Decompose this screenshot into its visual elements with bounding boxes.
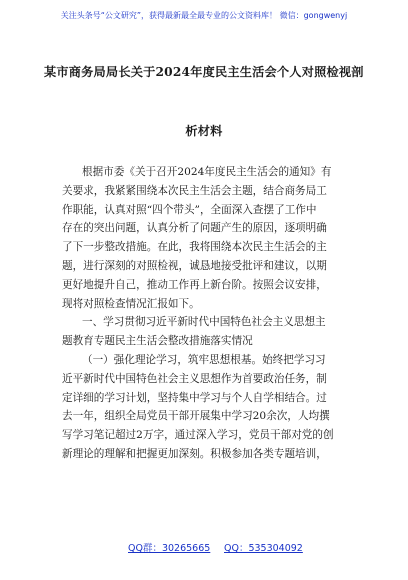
body-line: 关要求，我紧紧围绕本次民主生活会主题，结合商务局工 xyxy=(62,184,327,197)
body-line: 作职能，认真对照“四个带头”，全面深入查摆了工作中 xyxy=(62,203,317,216)
body-line: 新理论的理解和把握更加深刻。积极参加各类专题培训， xyxy=(62,447,327,460)
section-heading-line: 一、学习贯彻习近平新时代中国特色社会主义思想主 xyxy=(82,316,326,329)
qq-contact-link[interactable]: QQ：535304092 xyxy=(224,543,303,554)
body-line: 去一年，组织全局党员干部开展集中学习20余次，人均撰 xyxy=(62,410,330,423)
body-line: （一）强化理论学习，筑牢思想根基。始终把学习习 xyxy=(82,353,326,366)
qq-group-link[interactable]: QQ群：30265665 xyxy=(128,543,211,554)
body-line: 了下一步整改措施。在此，我将围绕本次民主生活会的主 xyxy=(62,241,327,254)
body-line: 题，进行深刻的对照检视，诚恳地接受批评和建议，以期 xyxy=(62,259,327,272)
document-title-line-1: 某市商务局局长关于2024年度民主生活会个人对照检视剖 xyxy=(44,65,364,79)
promo-banner: 关注头条号“公文研究”，获得最新最全最专业的公文资料库！ 微信：gongwenyj xyxy=(60,11,348,20)
body-line: 更好地提升自己，推动工作再上新台阶。按照会议安排， xyxy=(62,278,327,291)
document-title-line-2: 析材料 xyxy=(185,124,223,138)
body-line: 近平新时代中国特色社会主义思想作为首要政治任务，制 xyxy=(62,372,327,385)
body-line: 根据市委《关于召开2024年度民主生活会的通知》有 xyxy=(82,166,332,178)
body-line: 现将对照检查情况汇报如下。 xyxy=(62,297,200,310)
body-line: 定详细的学习计划，坚持集中学习与个人自学相结合。过 xyxy=(62,391,327,404)
section-heading-line: 题教育专题民主生活会整改措施落实情况 xyxy=(62,335,253,348)
body-line: 存在的突出问题，认真分析了问题产生的原因，逐项明确 xyxy=(62,222,327,235)
document-body xyxy=(62,163,362,464)
body-line: 写学习笔记超过2万字，通过深入学习，党员干部对党的创 xyxy=(62,429,334,442)
